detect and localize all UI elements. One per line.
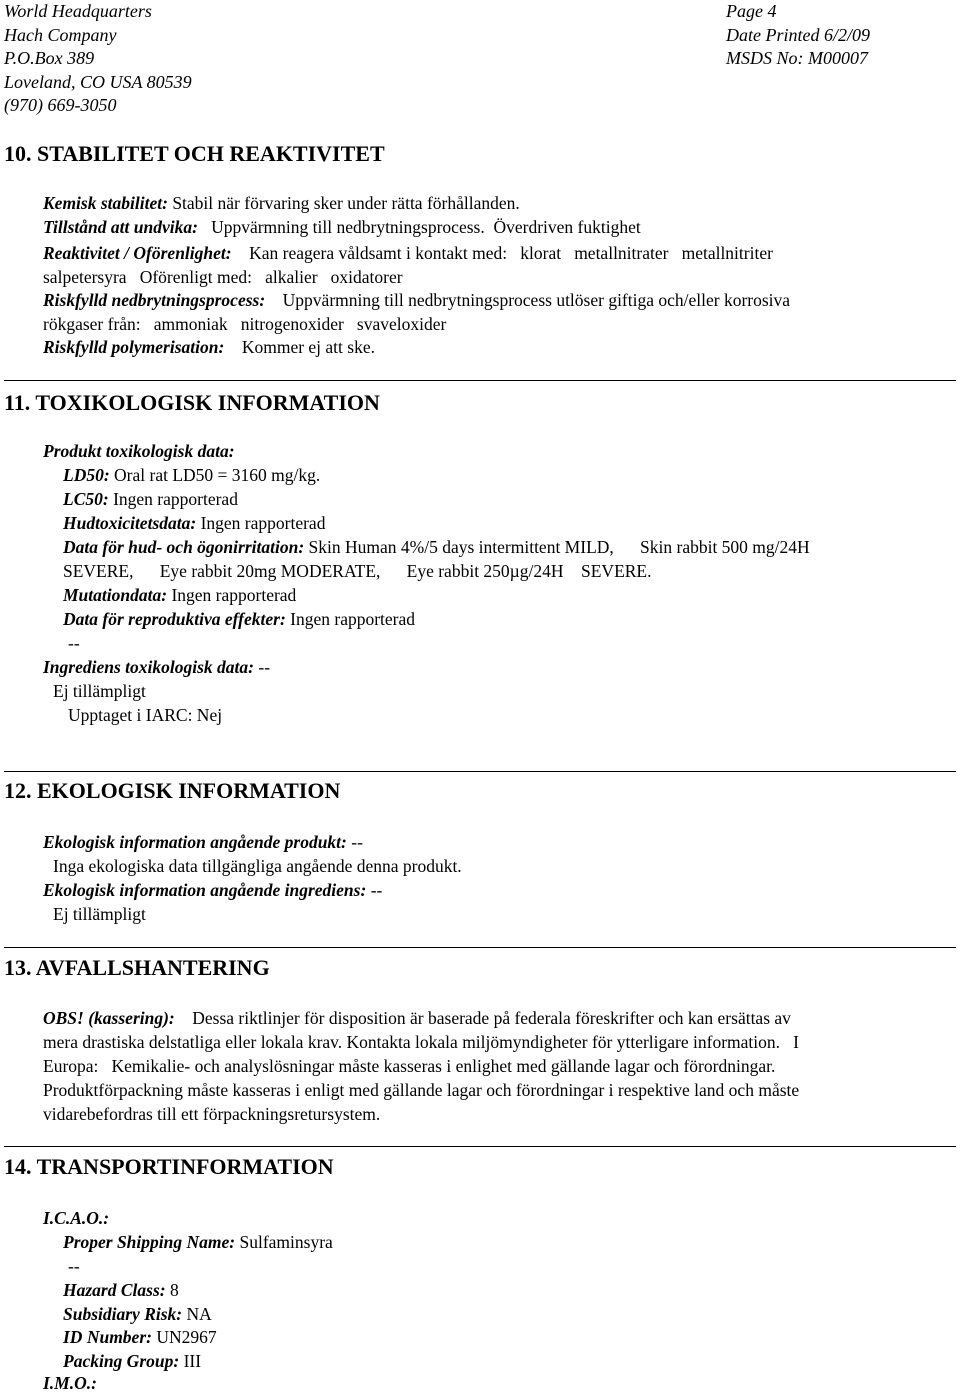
- value: Uppvärmning till nedbrytningsprocess utlöser giftiga och/eller korrosiva: [265, 290, 791, 310]
- s12-product-eco: [43, 831, 363, 855]
- value: Skin Human 4%/5 days intermittent MILD, Skin rabbit 500 mg/24H: [304, 537, 810, 557]
- s11-irritation-cont: SEVERE, Eye rabbit 20mg MODERATE, Eye rabbit 250µg/24H SEVERE.: [63, 561, 652, 581]
- label: Data för hud- och ögonirritation:: [63, 537, 305, 557]
- s14-imo: I.M.O.:: [43, 1373, 97, 1393]
- s11-ld50: [63, 464, 320, 488]
- label: Riskfylld polymerisation:: [43, 337, 225, 357]
- s14-packing-group: [63, 1350, 201, 1374]
- label: Mutationdata:: [63, 585, 168, 605]
- header-line: P.O.Box 389: [4, 48, 95, 68]
- section-11-title: 11. TOXIKOLOGISK INFORMATION: [4, 390, 380, 415]
- value: 8: [165, 1280, 179, 1300]
- label: ID Number:: [63, 1327, 152, 1347]
- section-14-title: 14. TRANSPORTINFORMATION: [4, 1154, 334, 1179]
- msds-number: MSDS No: M00007: [726, 48, 868, 68]
- value: --: [366, 880, 383, 900]
- label: Hazard Class:: [63, 1280, 166, 1300]
- s11-lc50: [63, 488, 238, 512]
- value: NA: [182, 1304, 212, 1324]
- s10-stability: [43, 192, 520, 216]
- value: Sulfaminsyra: [235, 1232, 333, 1252]
- s13-disposal-cont: Produktförpackning måste kasseras i enligt med gällande lagar och förordningar i respektive land och måste: [43, 1080, 800, 1100]
- s11-product-tox-label: Produkt toxikologisk data:: [43, 441, 235, 461]
- s11-iarc: Upptaget i IARC: Nej: [68, 705, 223, 725]
- s11-not-applicable: Ej tillämpligt: [53, 681, 146, 701]
- label: Subsidiary Risk:: [63, 1304, 183, 1324]
- value: Uppvärmning till nedbrytningsprocess. Överdriven fuktighet: [197, 216, 641, 237]
- s10-reactivity-cont: salpetersyra Oförenligt med: alkalier oxidatorer: [43, 266, 403, 287]
- label: Ingrediens toxikologisk data:: [43, 657, 254, 677]
- value: --: [254, 657, 271, 677]
- s14-hazard-class: [63, 1279, 179, 1303]
- section-divider: [4, 771, 956, 772]
- label: Hudtoxicitetsdata:: [63, 513, 197, 533]
- s12-ingredient-eco: [43, 879, 382, 903]
- value: Dessa riktlinjer för disposition är baserade på federala föreskrifter och kan ersättas av: [174, 1008, 791, 1028]
- s13-disposal-cont: vidarebefordras till ett förpackningsretursystem.: [43, 1104, 381, 1124]
- s11-reproductive: [63, 608, 415, 632]
- s11-ingredient-tox: [43, 656, 270, 680]
- header-line: Loveland, CO USA 80539: [4, 71, 192, 92]
- label: Riskfylld nedbrytningsprocess:: [43, 290, 266, 310]
- label: LC50:: [63, 489, 109, 509]
- label: Ekologisk information angående produkt:: [43, 832, 347, 852]
- value: Kan reagera våldsamt i kontakt med: klorat metallnitrater metallnitriter: [231, 243, 773, 263]
- label: OBS! (kassering):: [43, 1008, 175, 1028]
- label: Proper Shipping Name:: [63, 1232, 236, 1252]
- label: LD50:: [63, 465, 110, 485]
- s14-shipping-name: [63, 1231, 333, 1255]
- s14-id-number: [63, 1326, 217, 1350]
- value: Oral rat LD50 = 3160 mg/kg.: [109, 465, 321, 485]
- label: Packing Group:: [63, 1351, 180, 1371]
- s11-skin-tox: [63, 512, 325, 536]
- s13-disposal-cont: mera drastiska delstatliga eller lokala krav. Kontakta lokala miljömyndigheter för ytterligare information. I: [43, 1032, 799, 1052]
- value: Ingen rapporterad: [108, 489, 238, 509]
- label: Tillstånd att undvika:: [43, 216, 198, 237]
- page-number: Page 4: [726, 1, 777, 21]
- value: UN2967: [151, 1327, 217, 1347]
- s10-decomposition: [43, 289, 790, 313]
- s11-mutation: [63, 584, 296, 608]
- s14-icao: I.C.A.O.:: [43, 1208, 110, 1228]
- s10-avoid: [43, 216, 641, 240]
- label: Kemisk stabilitet:: [43, 193, 168, 213]
- s12-product-eco-text: Inga ekologiska data tillgängliga angående denna produkt.: [53, 856, 462, 876]
- section-divider: [4, 380, 956, 381]
- s14-subsidiary-risk: [63, 1303, 212, 1327]
- value: Ingen rapporterad: [196, 513, 326, 533]
- value: Kommer ej att ske.: [224, 337, 375, 357]
- value: III: [179, 1351, 202, 1371]
- value: --: [346, 832, 363, 852]
- s12-not-applicable: Ej tillämpligt: [53, 904, 146, 924]
- value: Ingen rapporterad: [167, 585, 297, 605]
- s10-polymerisation: [43, 336, 375, 360]
- value: Ingen rapporterad: [285, 609, 416, 629]
- date-printed: Date Printed 6/2/09: [726, 24, 870, 45]
- header-line: World Headquarters: [4, 1, 152, 21]
- label: Data för reproduktiva effekter:: [63, 609, 286, 629]
- section-divider: [4, 947, 956, 948]
- label: Ekologisk information angående ingrediens:: [43, 880, 367, 900]
- section-divider: [4, 1146, 956, 1147]
- section-12-title: 12. EKOLOGISK INFORMATION: [4, 778, 341, 803]
- s11-dash: --: [68, 633, 80, 653]
- s10-decomposition-cont: rökgaser från: ammoniak nitrogenoxider svaveloxider: [43, 313, 447, 334]
- header-line: (970) 669-3050: [4, 95, 117, 115]
- s13-disposal-cont: Europa: Kemikalie- och analyslösningar måste kasseras i enlighet med gällande lagar och förordningar.: [43, 1056, 776, 1076]
- label: Reaktivitet / Oförenlighet:: [43, 243, 232, 263]
- s13-disposal: [43, 1007, 791, 1031]
- value: Stabil när förvaring sker under rätta förhållanden.: [167, 193, 520, 213]
- section-10-title: 10. STABILITET OCH REAKTIVITET: [4, 141, 385, 166]
- s11-irritation: [63, 536, 810, 560]
- section-13-title: 13. AVFALLSHANTERING: [4, 955, 270, 980]
- header-line: Hach Company: [4, 24, 117, 45]
- s14-dash: --: [68, 1256, 80, 1276]
- s10-reactivity: [43, 242, 773, 266]
